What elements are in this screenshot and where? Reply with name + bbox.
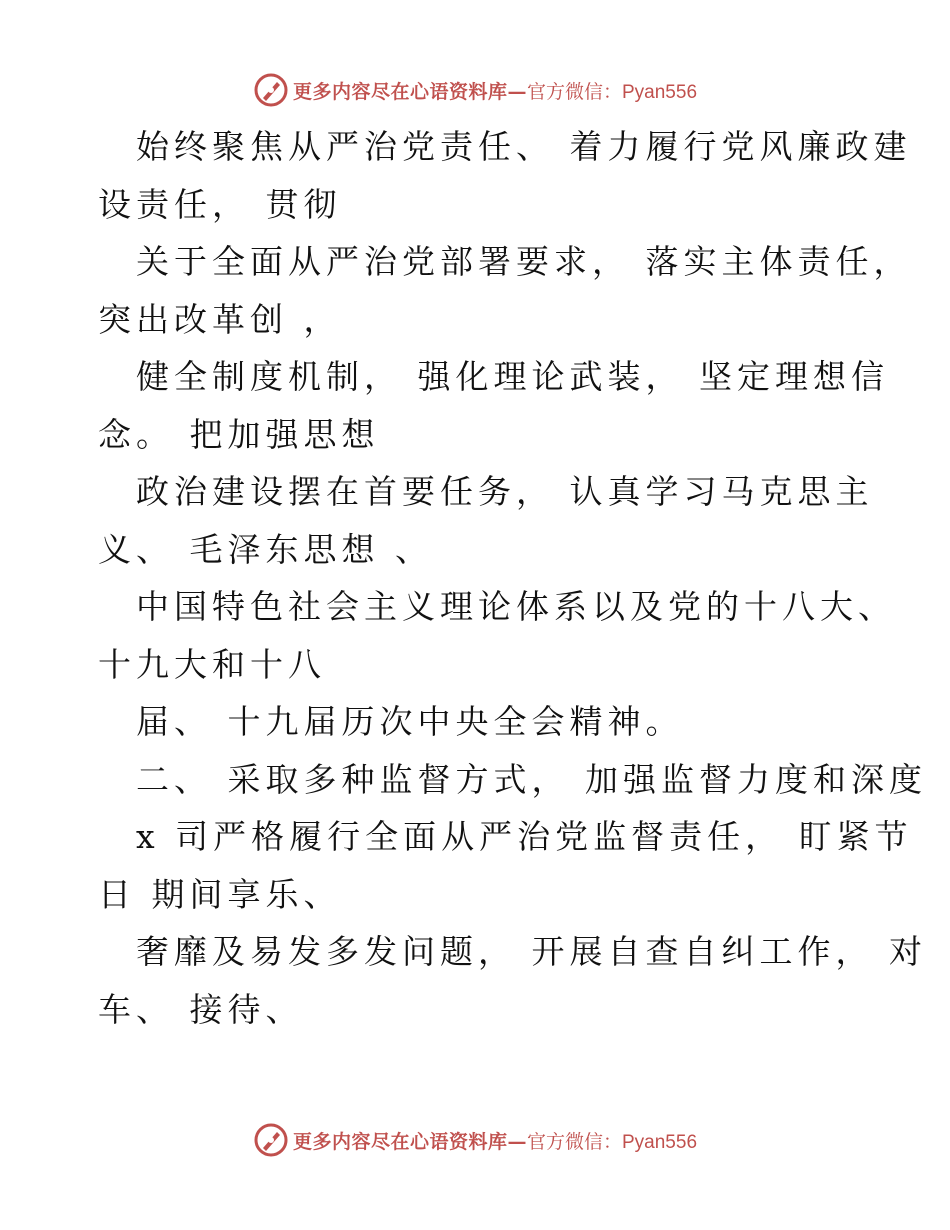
watermark-wechat-text: 官方微信：Pyan556	[527, 1131, 698, 1153]
text-line: 突出改革创 ，	[98, 299, 342, 339]
header-watermark	[0, 70, 950, 110]
text-line: x 司严格履行全面从严治党监督责任， 盯紧节	[136, 817, 913, 856]
text-line: 政治建设摆在首要任务， 认真学习马克思主	[136, 472, 874, 511]
text-line: 关于全面从严治党部署要求， 落实主体责任，	[136, 242, 912, 281]
text-line: 日 期间享乐、	[98, 874, 342, 914]
watermark-site-text: 更多内容尽在心语资料库—	[292, 80, 527, 103]
text-line: 十九大和十八	[98, 644, 326, 684]
footer-watermark	[0, 1120, 950, 1160]
text-line: 届、 十九届历次中央全会精神。	[136, 702, 684, 741]
document-body	[98, 118, 927, 1038]
text-line: 设责任， 贯彻	[98, 184, 342, 224]
text-line: 中国特色社会主义理论体系以及党的十八大、	[136, 587, 896, 626]
text-line: 奢靡及易发多发问题， 开展自查自纠工作， 对	[136, 932, 927, 971]
text-line: 义、 毛泽东思想 、	[98, 529, 433, 569]
pen-logo-icon	[253, 72, 289, 108]
text-line: 始终聚焦从严治党责任、 着力履行党风廉政建	[136, 127, 912, 166]
watermark-site-text: 更多内容尽在心语资料库—	[292, 1130, 527, 1153]
watermark-wechat-text: 官方微信：Pyan556	[527, 81, 698, 103]
text-line: 二、 采取多种监督方式， 加强监督力度和深度	[136, 759, 927, 799]
text-line: 念。 把加强思想	[98, 414, 380, 454]
pen-logo-icon	[253, 1122, 289, 1158]
text-line: 健全制度机制， 强化理论武装， 坚定理想信	[136, 357, 889, 396]
text-line: 车、 接待、	[98, 989, 304, 1029]
